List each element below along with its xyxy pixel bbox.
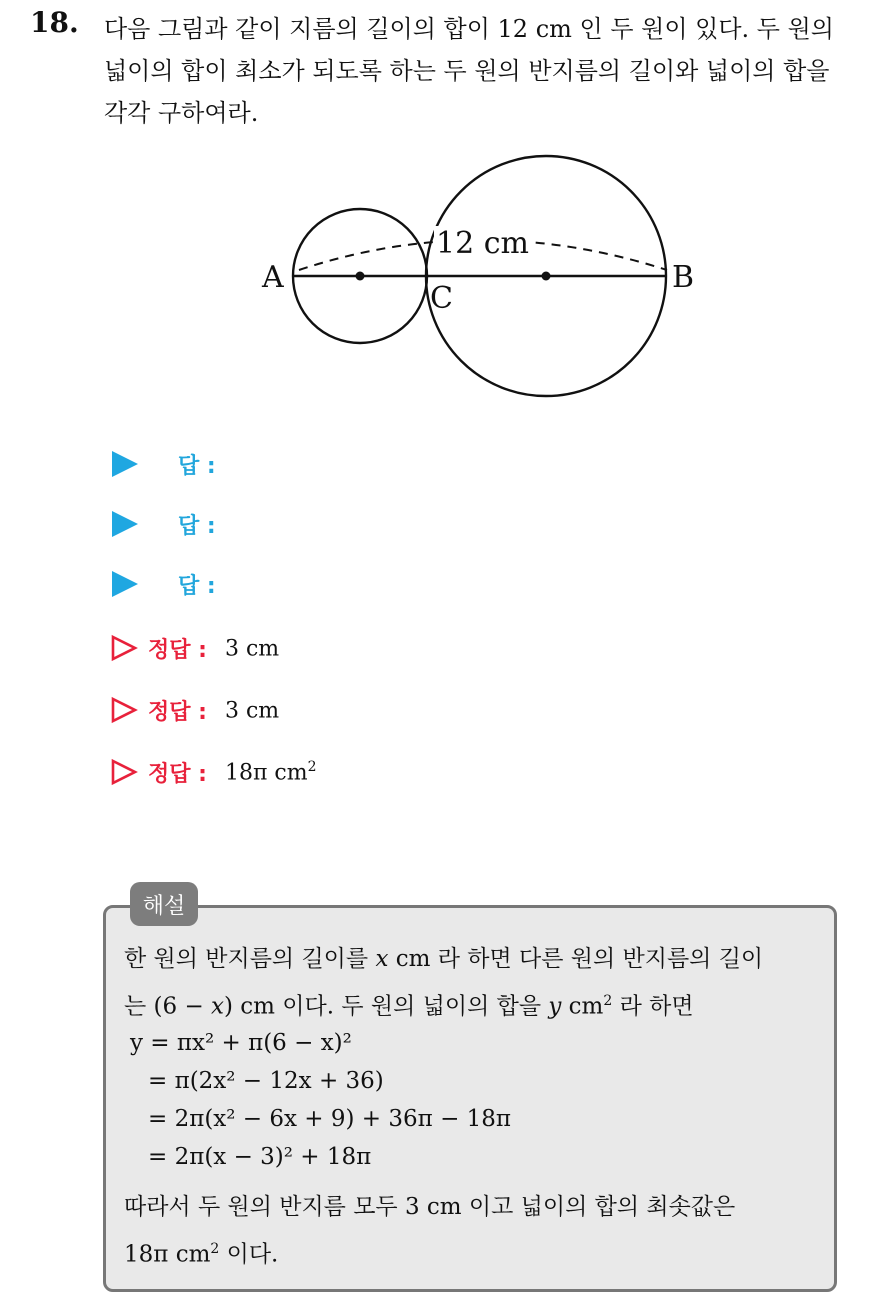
play-triangle-icon <box>112 571 138 597</box>
explanation-conclusion <box>124 1186 824 1276</box>
question-line-2: 넓이의 합이 최소가 되도록 하는 두 원의 반지름의 길이와 넓이의 합을 <box>104 57 830 85</box>
question-number: 18. <box>30 6 79 39</box>
correct-answer-row-2 <box>108 690 279 730</box>
large-center-dot <box>542 272 551 281</box>
math-line-4: = 2π(x − 3)² + 18π <box>148 1144 372 1170</box>
correct-answer-row-1 <box>108 628 279 668</box>
explanation-line-2: 는 (6 − x) cm 이다. 두 원의 넓이의 합을 y $cm^2$ 라 하면 <box>124 993 694 1020</box>
outline-triangle-icon <box>110 634 138 662</box>
label-a: A <box>262 260 284 295</box>
label-c: C <box>430 281 453 316</box>
answer-label: 답 : <box>178 573 216 599</box>
answer-label: 답 : <box>178 513 216 539</box>
explanation-tag: 해설 <box>130 882 198 926</box>
question-text <box>104 8 864 134</box>
answer-row-2[interactable] <box>108 504 216 544</box>
correct-answer-label: 정답 : <box>148 699 207 725</box>
explanation-line-1: 한 원의 반지름의 길이를 x cm 라 하면 다른 원의 반지름의 길이 <box>124 946 764 972</box>
math-line-1: y = πx² + π(6 − x)² <box>130 1030 352 1056</box>
correct-answer-row-3 <box>108 752 317 792</box>
answer-row-3[interactable] <box>108 564 216 604</box>
small-center-dot <box>356 272 365 281</box>
correct-answer-label: 정답 : <box>148 637 207 663</box>
correct-answer-label: 정답 : <box>148 761 207 787</box>
correct-answer-value: 3 cm <box>224 636 280 662</box>
length-label: 12 cm <box>436 226 529 261</box>
correct-answer-value: 3 cm <box>224 698 280 724</box>
question-line-1: 다음 그림과 같이 지름의 길이의 합이 12 cm 인 두 원이 있다. 두 원의 <box>104 15 834 43</box>
conclusion-line-1: 따라서 두 원의 반지름 모두 3 cm 이고 넓이의 합의 최솟값은 <box>124 1194 736 1220</box>
answer-row-1[interactable] <box>108 444 216 484</box>
label-b: B <box>672 260 695 295</box>
outline-triangle-icon <box>110 758 138 786</box>
explanation-paragraph <box>124 938 824 1028</box>
question-line-3: 각각 구하여라. <box>104 99 259 127</box>
correct-answer-value: 18π $cm^2$ <box>224 758 317 786</box>
answer-label: 답 : <box>178 453 216 479</box>
play-triangle-icon <box>112 451 138 477</box>
play-triangle-icon <box>112 511 138 537</box>
math-line-3: = 2π(x² − 6x + 9) + 36π − 18π <box>148 1106 512 1132</box>
math-line-2: = π(2x² − 12x + 36) <box>148 1068 384 1094</box>
outline-triangle-icon <box>110 696 138 724</box>
conclusion-line-2: 18π $cm^2$ 이다. <box>124 1241 279 1268</box>
two-circles-figure <box>254 150 714 410</box>
